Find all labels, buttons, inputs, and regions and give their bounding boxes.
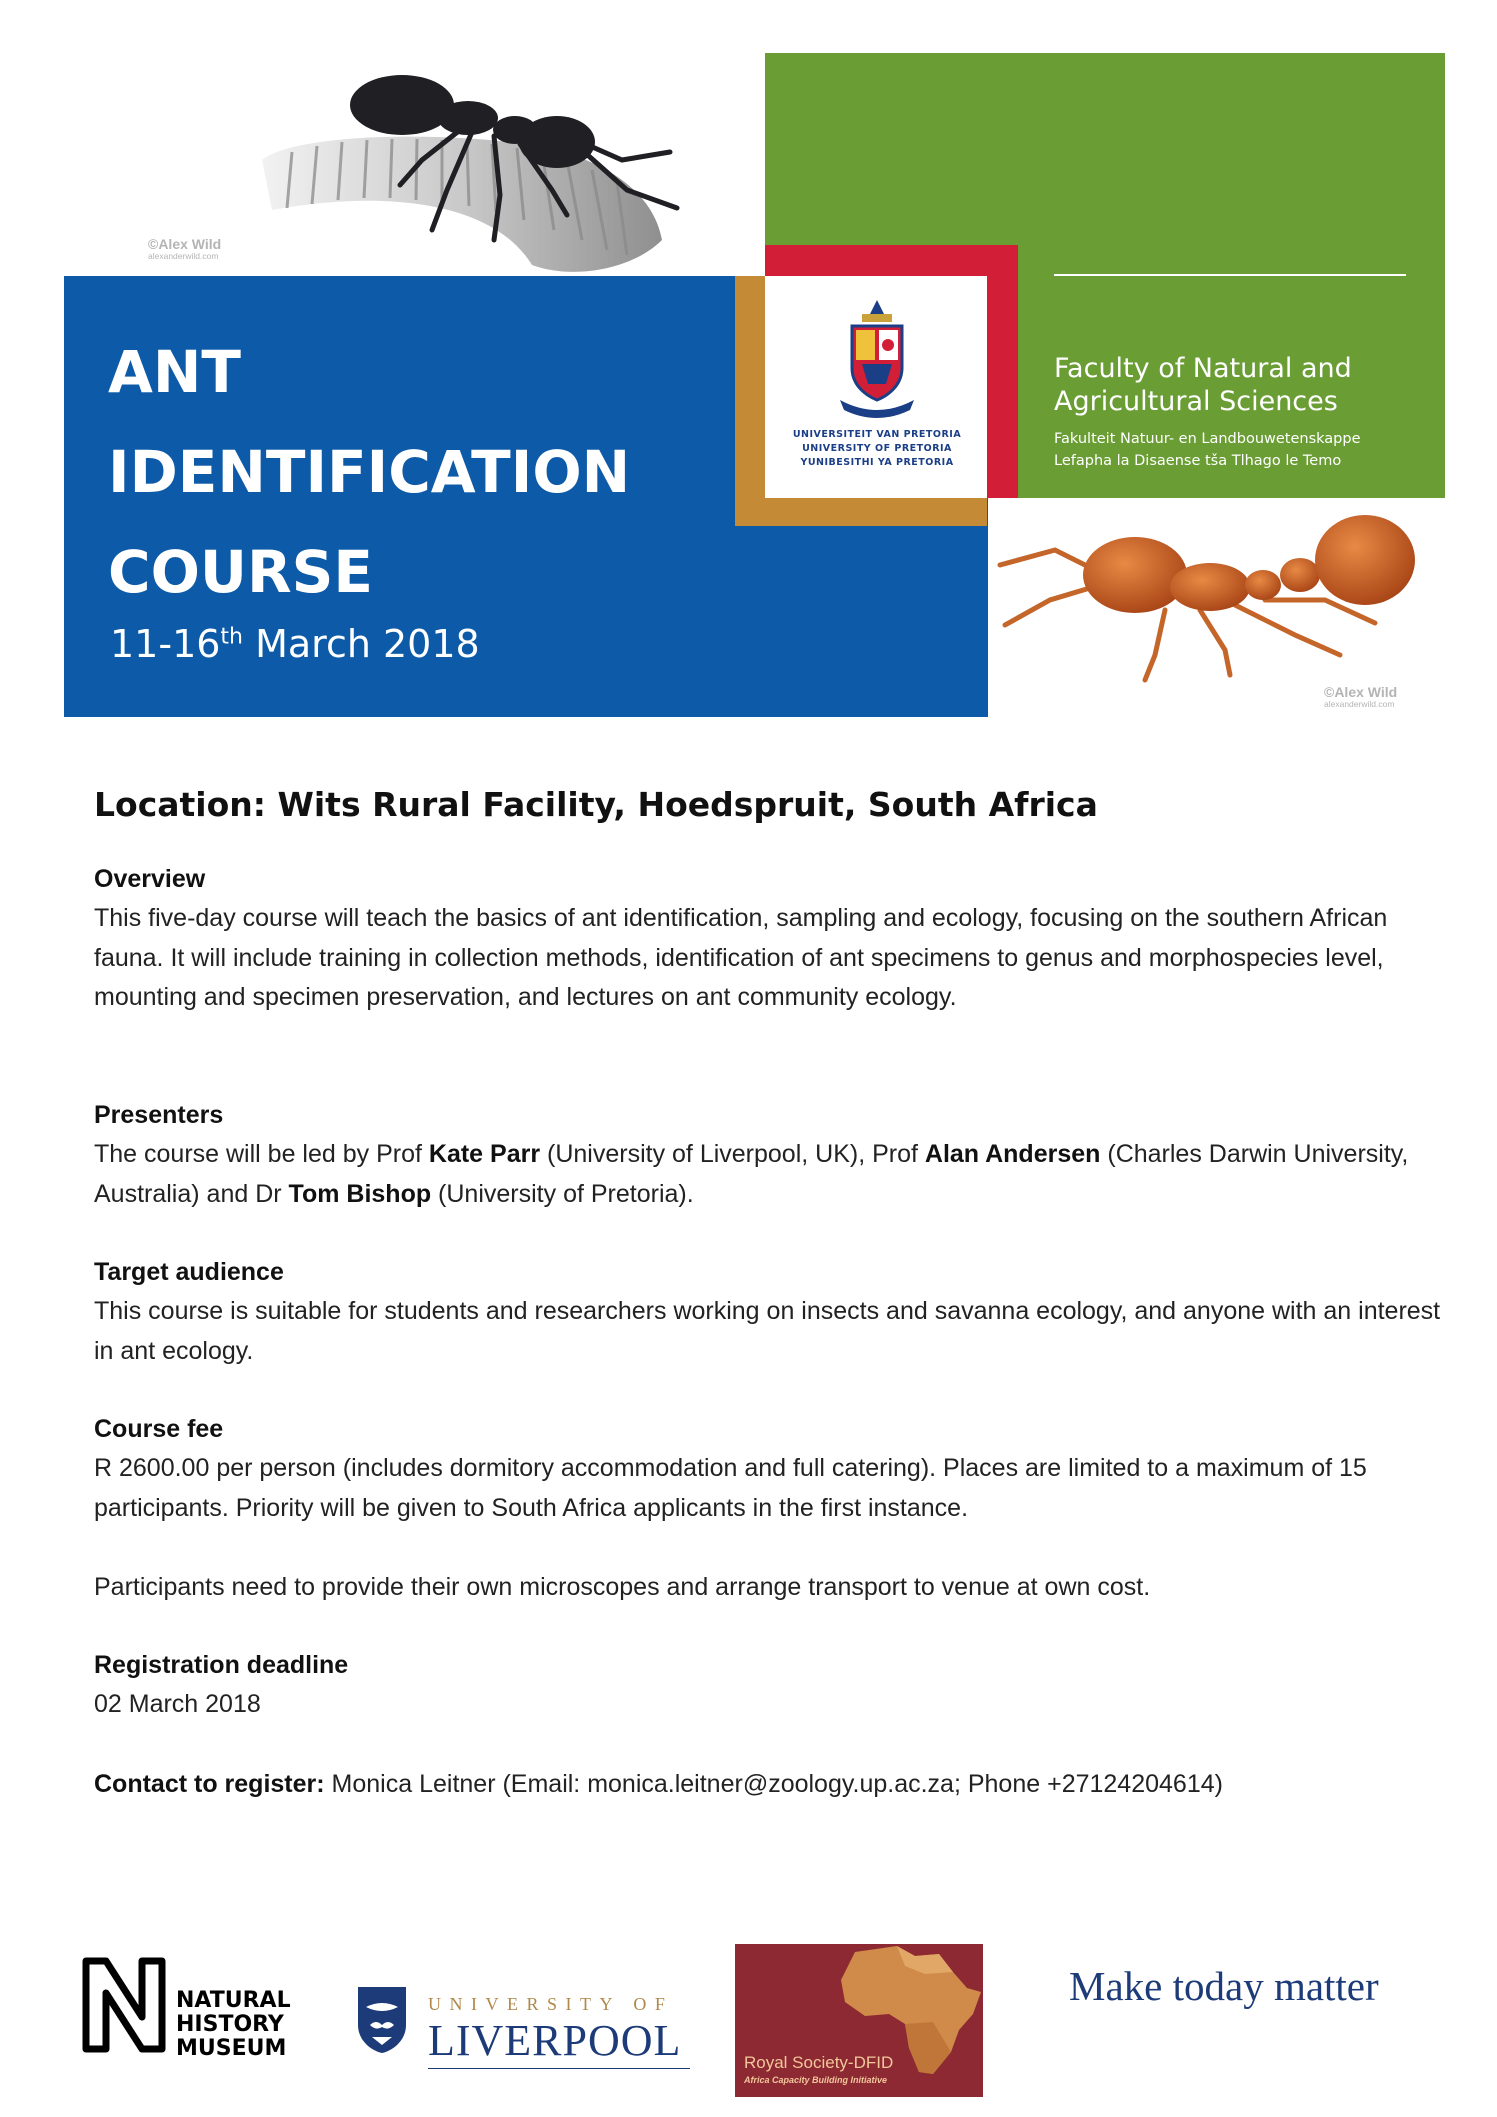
presenter-bishop: Tom Bishop bbox=[288, 1179, 432, 1208]
faculty-sepedi: Lefapha la Disaense tša Tlhago le Temo bbox=[1054, 453, 1342, 469]
photo-credit-name-2: ©Alex Wild bbox=[1324, 684, 1398, 700]
fee-text: R 2600.00 per person (includes dormitory accommodation and full catering). Places are limited to a maximum of 15 participants. Priority will be given to South Africa applicants in the first instance. bbox=[94, 1454, 1367, 1522]
deadline-section bbox=[94, 1646, 1444, 1725]
up-name-sepedi: YUNIBESITHI YA PRETORIA bbox=[800, 457, 954, 468]
title-line-3: COURSE bbox=[108, 538, 374, 606]
black-ant-millipede-photo bbox=[232, 40, 692, 280]
up-name-english: UNIVERSITY OF PRETORIA bbox=[802, 443, 952, 454]
photo-credit-url: alexanderwild.com bbox=[148, 251, 219, 261]
faculty-name-line-2: Agricultural Sciences bbox=[1054, 386, 1338, 417]
orange-ant-photo bbox=[995, 505, 1425, 685]
presenters-text bbox=[94, 1135, 1444, 1214]
presenters-text-3: (Charles Darwin University, Australia) and Dr bbox=[94, 1140, 1409, 1208]
up-name-afrikaans: UNIVERSITEIT VAN PRETORIA bbox=[792, 429, 962, 440]
royal-society-name: Royal Society-DFID bbox=[744, 2053, 894, 2072]
up-crest-icon bbox=[832, 296, 922, 424]
deadline-heading: Registration deadline bbox=[94, 1651, 349, 1679]
make-today-matter-slogan: Make today matter bbox=[1069, 1963, 1379, 2009]
presenter-parr: Kate Parr bbox=[428, 1140, 541, 1168]
faculty-translations bbox=[1054, 428, 1434, 472]
nhm-line-3: MUSEUM bbox=[176, 2036, 287, 2061]
contact-details: Monica Leitner (Email: monica.leitner@zoology.up.ac.za; Phone +27124204614) bbox=[324, 1770, 1223, 1798]
audience-heading: Target audience bbox=[94, 1258, 284, 1286]
date-rest: March 2018 bbox=[243, 622, 480, 666]
photo-credit-top bbox=[148, 238, 221, 262]
presenters-text-4: (University of Pretoria). bbox=[431, 1179, 694, 1208]
liverpool-shield-icon bbox=[356, 1985, 408, 2055]
royal-society-logo bbox=[735, 1944, 983, 2097]
overview-section bbox=[94, 860, 1444, 1018]
royal-society-subtitle: Africa Capacity Building Initiative bbox=[744, 2075, 888, 2085]
faculty-name-line-1: Faculty of Natural and bbox=[1054, 353, 1352, 384]
equipment-note bbox=[94, 1568, 1444, 1608]
date-suffix-sup: th bbox=[220, 624, 243, 650]
presenters-heading: Presenters bbox=[94, 1101, 224, 1129]
fee-heading: Course fee bbox=[94, 1415, 224, 1443]
faculty-divider bbox=[1054, 274, 1406, 276]
photo-credit-bottom bbox=[1324, 686, 1397, 710]
audience-section bbox=[94, 1253, 1444, 1371]
deadline-date: 02 March 2018 bbox=[94, 1690, 261, 1718]
course-dates bbox=[110, 622, 480, 666]
presenter-andersen: Alan Andersen bbox=[924, 1140, 1101, 1168]
uol-underline bbox=[428, 2068, 690, 2069]
date-prefix: 11-16 bbox=[110, 622, 221, 666]
fee-section bbox=[94, 1410, 1444, 1528]
faculty-afrikaans: Fakulteit Natuur- en Landbouwetenskappe bbox=[1054, 431, 1361, 447]
uol-wordmark-small: UNIVERSITY OF bbox=[428, 1994, 674, 2014]
course-title bbox=[108, 322, 630, 622]
nhm-line-1: NATURAL bbox=[176, 1988, 291, 2013]
uol-wordmark-big: LIVERPOOL bbox=[428, 2016, 682, 2065]
contact-label: Contact to register: bbox=[94, 1770, 325, 1798]
photo-credit-url-2: alexanderwild.com bbox=[1324, 699, 1395, 709]
course-location: Location: Wits Rural Facility, Hoedspruit, South Africa bbox=[94, 785, 1098, 824]
nhm-line-2: HISTORY bbox=[176, 2012, 284, 2037]
photo-credit-name: ©Alex Wild bbox=[148, 236, 222, 252]
up-name-lines bbox=[783, 428, 971, 470]
overview-text: This five-day course will teach the basics of ant identification, sampling and ecology, focusing on the southern African fauna. It will include training in collection methods, identification of ant specimens to genus and morphospecies level, mounting and specimen preservation, and lectures on ant community ecology. bbox=[94, 904, 1388, 1011]
contact-section bbox=[94, 1765, 1444, 1805]
overview-heading: Overview bbox=[94, 865, 206, 893]
presenters-text-2: (University of Liverpool, UK), Prof bbox=[540, 1140, 925, 1168]
presenters-text-1: The course will be led by Prof bbox=[94, 1140, 429, 1168]
faculty-name bbox=[1054, 352, 1434, 418]
audience-text: This course is suitable for students and researchers working on insects and savanna ecology, and anyone with an interest in ant ecology. bbox=[94, 1297, 1441, 1365]
contact-text bbox=[94, 1765, 1444, 1805]
equipment-note-text: Participants need to provide their own microscopes and arrange transport to venue at own cost. bbox=[94, 1573, 1151, 1601]
title-line-2: IDENTIFICATION bbox=[108, 438, 631, 506]
title-line-1: ANT bbox=[108, 338, 241, 406]
nhm-n-logo-icon bbox=[80, 1955, 168, 2055]
presenters-section bbox=[94, 1096, 1444, 1214]
nhm-wordmark bbox=[176, 1989, 291, 2061]
